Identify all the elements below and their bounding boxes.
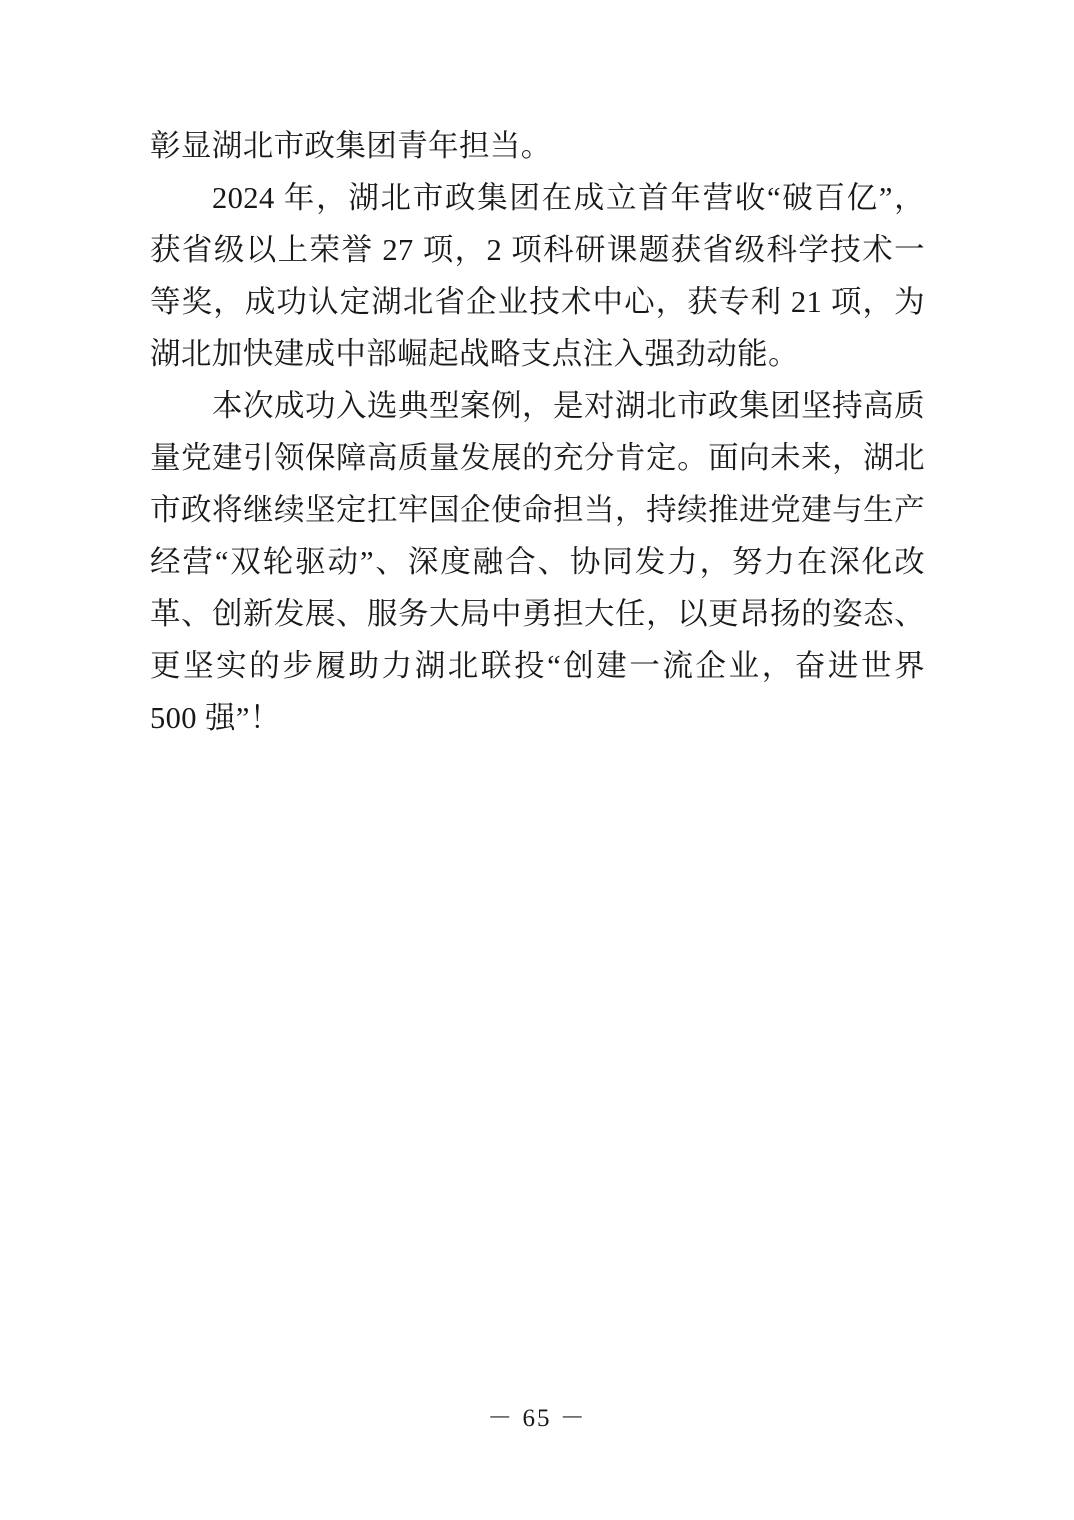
paragraph-continued: 彰显湖北市政集团青年担当。	[150, 129, 552, 163]
paragraph-2024-results: 2024 年，湖北市政集团在成立首年营收“破百亿”，获省级以上荣誉 27 项，2 项科研课题获省级科学技术一等奖，成功认定湖北省企业技术中心，获专利 21 项，为湖北加快建成中部崛起战略支点注入强劲动能。	[150, 181, 925, 371]
page-body	[150, 120, 925, 744]
paragraph-conclusion: 本次成功入选典型案例，是对湖北市政集团坚持高质量党建引领保障高质量发展的充分肯定。面向未来，湖北市政将继续坚定扛牢国企使命担当，持续推进党建与生产经营“双轮驱动”、深度融合、协同发力，努力在深化改革、创新发展、服务大局中勇担大任，以更昂扬的姿态、更坚实的步履助力湖北联投“创建一流企业，奋进世界 500 强”！	[150, 389, 925, 735]
page-number-footer: － 65 －	[487, 1405, 587, 1432]
